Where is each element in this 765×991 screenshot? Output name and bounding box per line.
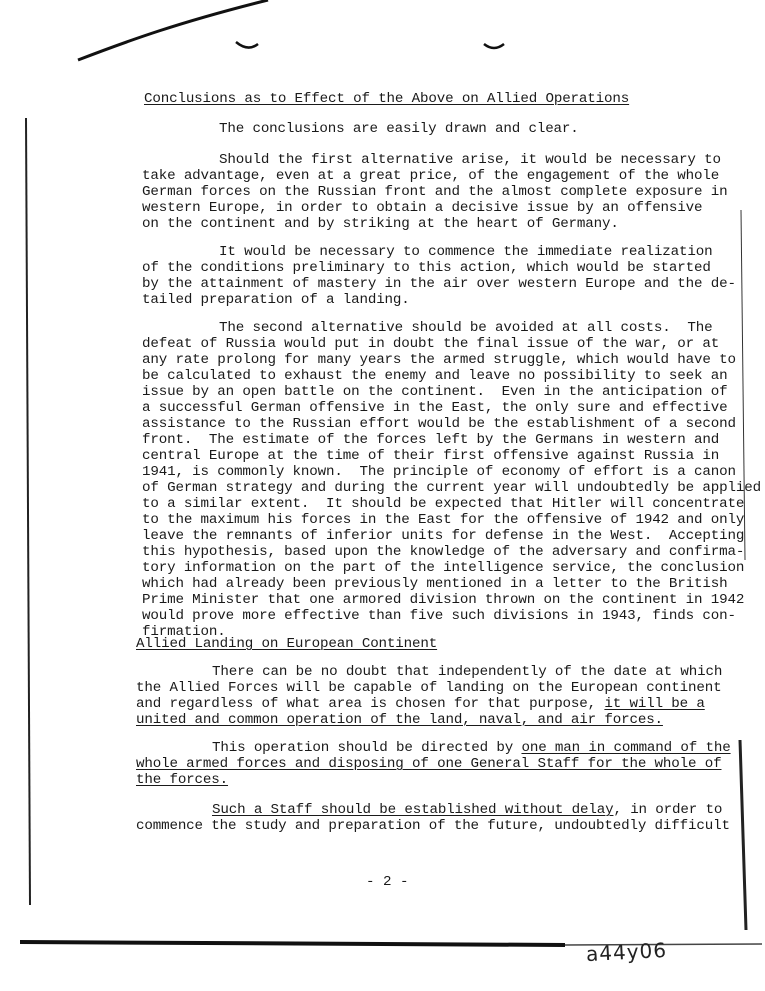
paragraph-line: of German strategy and during the current year will undoubtedly be applied bbox=[142, 480, 761, 496]
paragraph-line: of the conditions preliminary to this action, which would be started bbox=[142, 260, 711, 276]
paragraph-line: the Allied Forces will be capable of landing on the European continent bbox=[136, 680, 722, 696]
paragraph-line: western Europe, in order to obtain a decisive issue by an offensive bbox=[142, 200, 703, 216]
paragraph-line: commence the study and preparation of the future, undoubtedly difficult bbox=[136, 818, 730, 834]
page-number: - 2 - bbox=[366, 874, 409, 890]
paragraph-line: Should the first alternative arise, it would be necessary to bbox=[219, 152, 721, 168]
paragraph-line: any rate prolong for many years the armed struggle, which would have to bbox=[142, 352, 736, 368]
paragraph-line: would prove more effective than five such divisions in 1943, finds con- bbox=[142, 608, 736, 624]
paragraph-line: The conclusions are easily drawn and clear. bbox=[219, 121, 579, 137]
handwritten-note: a44y06 bbox=[585, 937, 668, 967]
paragraph-line bbox=[212, 740, 731, 756]
section-heading-allied-landing: Allied Landing on European Continent bbox=[136, 636, 438, 652]
paragraph-line: take advantage, even at a great price, of the engagement of the whole bbox=[142, 168, 720, 184]
paragraph-line: Prime Minister that one armored division thrown on the continent in 1942 bbox=[142, 592, 745, 608]
paragraph-line: which had already been previously mentioned in a letter to the British bbox=[142, 576, 728, 592]
paragraph-line: front. The estimate of the forces left by the Germans in western and bbox=[142, 432, 720, 448]
paragraph-line: It would be necessary to commence the immediate realization bbox=[219, 244, 713, 260]
paragraph-line: The second alternative should be avoided at all costs. The bbox=[219, 320, 713, 336]
paragraph-line: issue by an open battle on the continent. Even in the anticipation of bbox=[142, 384, 728, 400]
paragraph-line: 1941, is commonly known. The principle of economy of effort is a canon bbox=[142, 464, 736, 480]
paragraph-line: tory information on the part of the intelligence service, the conclusion bbox=[142, 560, 745, 576]
section-heading-conclusions: Conclusions as to Effect of the Above on Allied Operations bbox=[144, 91, 630, 107]
paragraph-line: a successful German offensive in the East, the only sure and effective bbox=[142, 400, 728, 416]
paragraph-line: leave the remnants of inferior units for defense in the West. Accepting bbox=[142, 528, 745, 544]
paragraph-line: central Europe at the time of their first offensive against Russia in bbox=[142, 448, 720, 464]
emphasis-text: it will be a bbox=[604, 696, 705, 712]
paragraph-line: tailed preparation of a landing. bbox=[142, 292, 410, 308]
paragraph-line: defeat of Russia would put in doubt the final issue of the war, or at bbox=[142, 336, 720, 352]
paragraph-line: on the continent and by striking at the heart of Germany. bbox=[142, 216, 619, 232]
paragraph-line: assistance to the Russian effort would be the establishment of a second bbox=[142, 416, 736, 432]
paragraph-line bbox=[136, 696, 705, 712]
paragraph-line: to the maximum his forces in the East for the offensive of 1942 and only bbox=[142, 512, 745, 528]
paragraph-text: This operation should be directed by bbox=[212, 740, 522, 756]
paragraph-line: to a similar extent. It should be expected that Hitler will concentrate bbox=[142, 496, 745, 512]
paragraph-text: , in order to bbox=[613, 802, 723, 818]
paragraph-line: be calculated to exhaust the enemy and leave no possibility to seek an bbox=[142, 368, 728, 384]
emphasis-text: Such a Staff should be established without delay bbox=[212, 802, 614, 818]
paragraph-line: firmation. bbox=[142, 624, 226, 640]
paragraph-line: by the attainment of mastery in the air over western Europe and the de- bbox=[142, 276, 736, 292]
paragraph-line bbox=[212, 802, 722, 818]
emphasis-line: whole armed forces and disposing of one General Staff for the whole of bbox=[136, 756, 722, 772]
paragraph-line: German forces on the Russian front and the almost complete exposure in bbox=[142, 184, 728, 200]
paragraph-line: There can be no doubt that independently of the date at which bbox=[212, 664, 723, 680]
emphasis-line: united and common operation of the land, naval, and air forces. bbox=[136, 712, 663, 728]
paragraph-text: and regardless of what area is chosen for that purpose, bbox=[136, 696, 605, 712]
paragraph-line: this hypothesis, based upon the knowledge of the adversary and confirma- bbox=[142, 544, 745, 560]
emphasis-text: one man in command of the bbox=[521, 740, 731, 756]
emphasis-line: the forces. bbox=[136, 772, 229, 788]
